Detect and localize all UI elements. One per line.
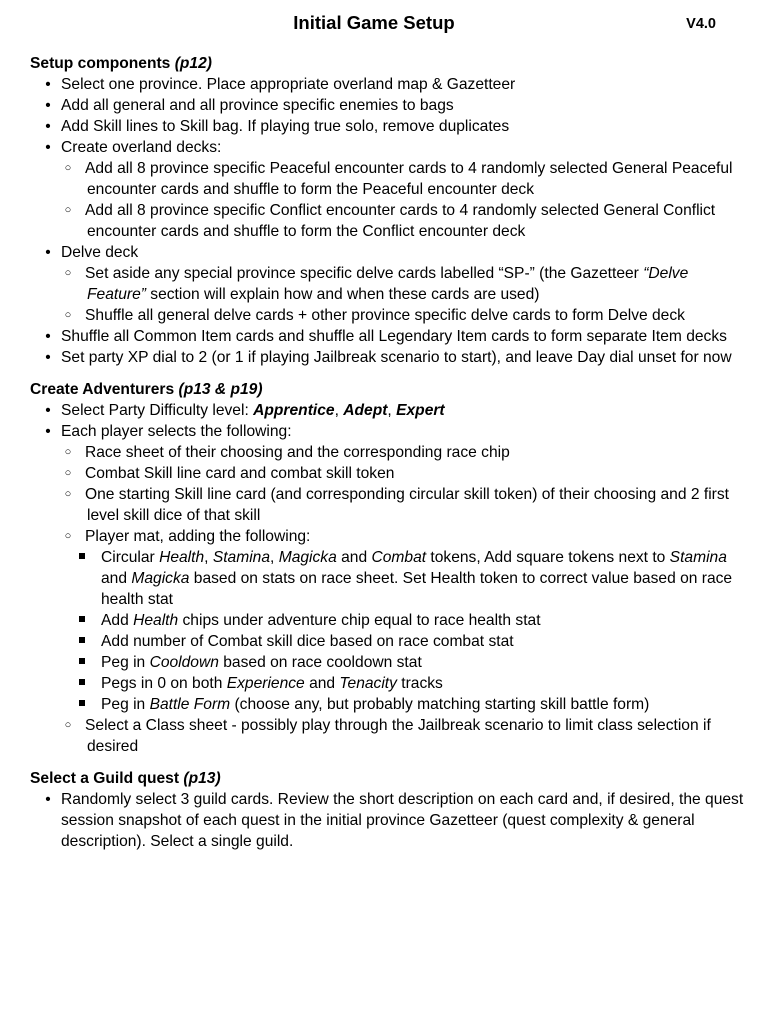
bullet-marker: • (45, 328, 51, 345)
square-marker (79, 637, 85, 643)
list-item: ○ Player mat, adding the following: Circular Health, Stamina, Magicka and Combat tokens, Add square tokens next to Stamina and Magicka based on stats on race sheet. Set Health token to correct value based on race health stat Add Health chips under adventure chip equal to race health stat Add number of Combat skill dice based on race combat stat Peg in Cooldown based on race cooldown stat Pegs in 0 on both Experience and Tenacity tracks Peg in Battle Form (choose any, but probably matching starting skill battle form) (54, 526, 748, 715)
list-item: ○ Add all 8 province specific Peaceful encounter cards to 4 randomly selected General Peaceful encounter cards and shuffle to form the Peaceful encounter deck (54, 158, 748, 200)
circle-marker: ○ (64, 446, 72, 458)
version-label: V4.0 (686, 16, 716, 32)
list-item: ○ Shuffle all general delve cards + other province specific delve cards to form Delve deck (54, 305, 748, 326)
list-item: ○ Select a Class sheet - possibly play through the Jailbreak scenario to limit class selection if desired (54, 715, 748, 757)
sub-sub-list (69, 547, 748, 715)
list-item: • Delve deck ○ Set aside any special province specific delve cards labelled “SP-” (the Gazetteer “Delve Feature” section will explain how and when these cards are used) ○ Shuffle all general delve cards + other province specific delve cards to form Delve deck (30, 242, 748, 326)
list-item: • Randomly select 3 guild cards. Review the short description on each card and, if desired, the quest session snapshot of each quest in the initial province Gazetteer (quest complexity & general description). Select a single guild. (30, 789, 748, 852)
sub-list (54, 442, 748, 757)
list-item: • Add Skill lines to Skill bag. If playing true solo, remove duplicates (30, 116, 748, 137)
circle-marker: ○ (64, 530, 72, 542)
list-item: Pegs in 0 on both Experience and Tenacity tracks (69, 673, 748, 694)
square-marker (79, 700, 85, 706)
list-item: ○ Combat Skill line card and combat skill token (54, 463, 748, 484)
bullet-list (30, 74, 748, 368)
bullet-marker: • (45, 402, 51, 419)
section-create-adventurers (30, 379, 748, 757)
list-item: • Select one province. Place appropriate overland map & Gazetteer (30, 74, 748, 95)
circle-marker: ○ (64, 204, 72, 216)
list-item: ○ Race sheet of their choosing and the corresponding race chip (54, 442, 748, 463)
circle-marker: ○ (64, 488, 72, 500)
bullet-marker: • (45, 76, 51, 93)
bullet-marker: • (45, 423, 51, 440)
list-item: ○ Set aside any special province specific delve cards labelled “SP-” (the Gazetteer “Delve Feature” section will explain how and when these cards are used) (54, 263, 748, 305)
bullet-marker: • (45, 118, 51, 135)
list-item: • Add all general and all province specific enemies to bags (30, 95, 748, 116)
bullet-marker: • (45, 139, 51, 156)
square-marker (79, 553, 85, 559)
sub-list (54, 158, 748, 242)
list-item: ○ One starting Skill line card (and corresponding circular skill token) of their choosing and 2 first level skill dice of that skill (54, 484, 748, 526)
circle-marker: ○ (64, 719, 72, 731)
list-item: • Each player selects the following: ○ Race sheet of their choosing and the corresponding race chip ○ Combat Skill line card and combat skill token ○ One starting Skill line card (and corresponding circular skill token) of their choosing and 2 first level skill dice of that skill ○ Player mat, adding the following: Circular Health, Stamina, Magicka and Combat tokens, Add square tokens next to Stamina and Magicka based on stats on race sheet. Set Health token to correct value based on race health stat Add Health chips under adventure chip equal to race health stat Add number of Combat skill dice based on race combat stat Peg in Cooldown based on race cooldown stat Pegs in 0 on both Experience and Tenacity tracks Peg in Battle Form (choose any, but probably matching starting skill battle form) ○ Select a Class sheet - possibly play through the Jailbreak scenario to limit class selection if desired (30, 421, 748, 757)
bullet-marker: • (45, 244, 51, 261)
list-item: Peg in Cooldown based on race cooldown stat (69, 652, 748, 673)
bullet-marker: • (45, 791, 51, 808)
square-marker (79, 616, 85, 622)
page-title: Initial Game Setup (293, 12, 455, 33)
section-guild-quest (30, 768, 748, 852)
list-item: Peg in Battle Form (choose any, but probably matching starting skill battle form) (69, 694, 748, 715)
list-item: Circular Health, Stamina, Magicka and Combat tokens, Add square tokens next to Stamina and Magicka based on stats on race sheet. Set Health token to correct value based on race health stat (69, 547, 748, 610)
list-item: • Shuffle all Common Item cards and shuffle all Legendary Item cards to form separate Item decks (30, 326, 748, 347)
circle-marker: ○ (64, 467, 72, 479)
section-heading: Create Adventurers (p13 & p19) (30, 381, 263, 398)
circle-marker: ○ (64, 309, 72, 321)
section-setup-components (30, 53, 748, 368)
circle-marker: ○ (64, 162, 72, 174)
list-item: • Select Party Difficulty level: Apprentice, Adept, Expert (30, 400, 748, 421)
list-item: Add number of Combat skill dice based on race combat stat (69, 631, 748, 652)
sub-list (54, 263, 748, 326)
square-marker (79, 679, 85, 685)
bullet-list (30, 789, 748, 852)
list-item: • Create overland decks: ○ Add all 8 province specific Peaceful encounter cards to 4 randomly selected General Peaceful encounter cards and shuffle to form the Peaceful encounter deck ○ Add all 8 province specific Conflict encounter cards to 4 randomly selected General Conflict encounter cards and shuffle to form the Conflict encounter deck (30, 137, 748, 242)
list-item: • Set party XP dial to 2 (or 1 if playing Jailbreak scenario to start), and leave Day dial unset for now (30, 347, 748, 368)
bullet-marker: • (45, 97, 51, 114)
section-heading: Select a Guild quest (p13) (30, 770, 221, 787)
bullet-marker: • (45, 349, 51, 366)
square-marker (79, 658, 85, 664)
list-item: ○ Add all 8 province specific Conflict encounter cards to 4 randomly selected General Conflict encounter cards and shuffle to form the Conflict encounter deck (54, 200, 748, 242)
header (30, 10, 748, 36)
circle-marker: ○ (64, 267, 72, 279)
list-item: Add Health chips under adventure chip equal to race health stat (69, 610, 748, 631)
bullet-list (30, 400, 748, 757)
section-heading: Setup components (p12) (30, 55, 212, 72)
